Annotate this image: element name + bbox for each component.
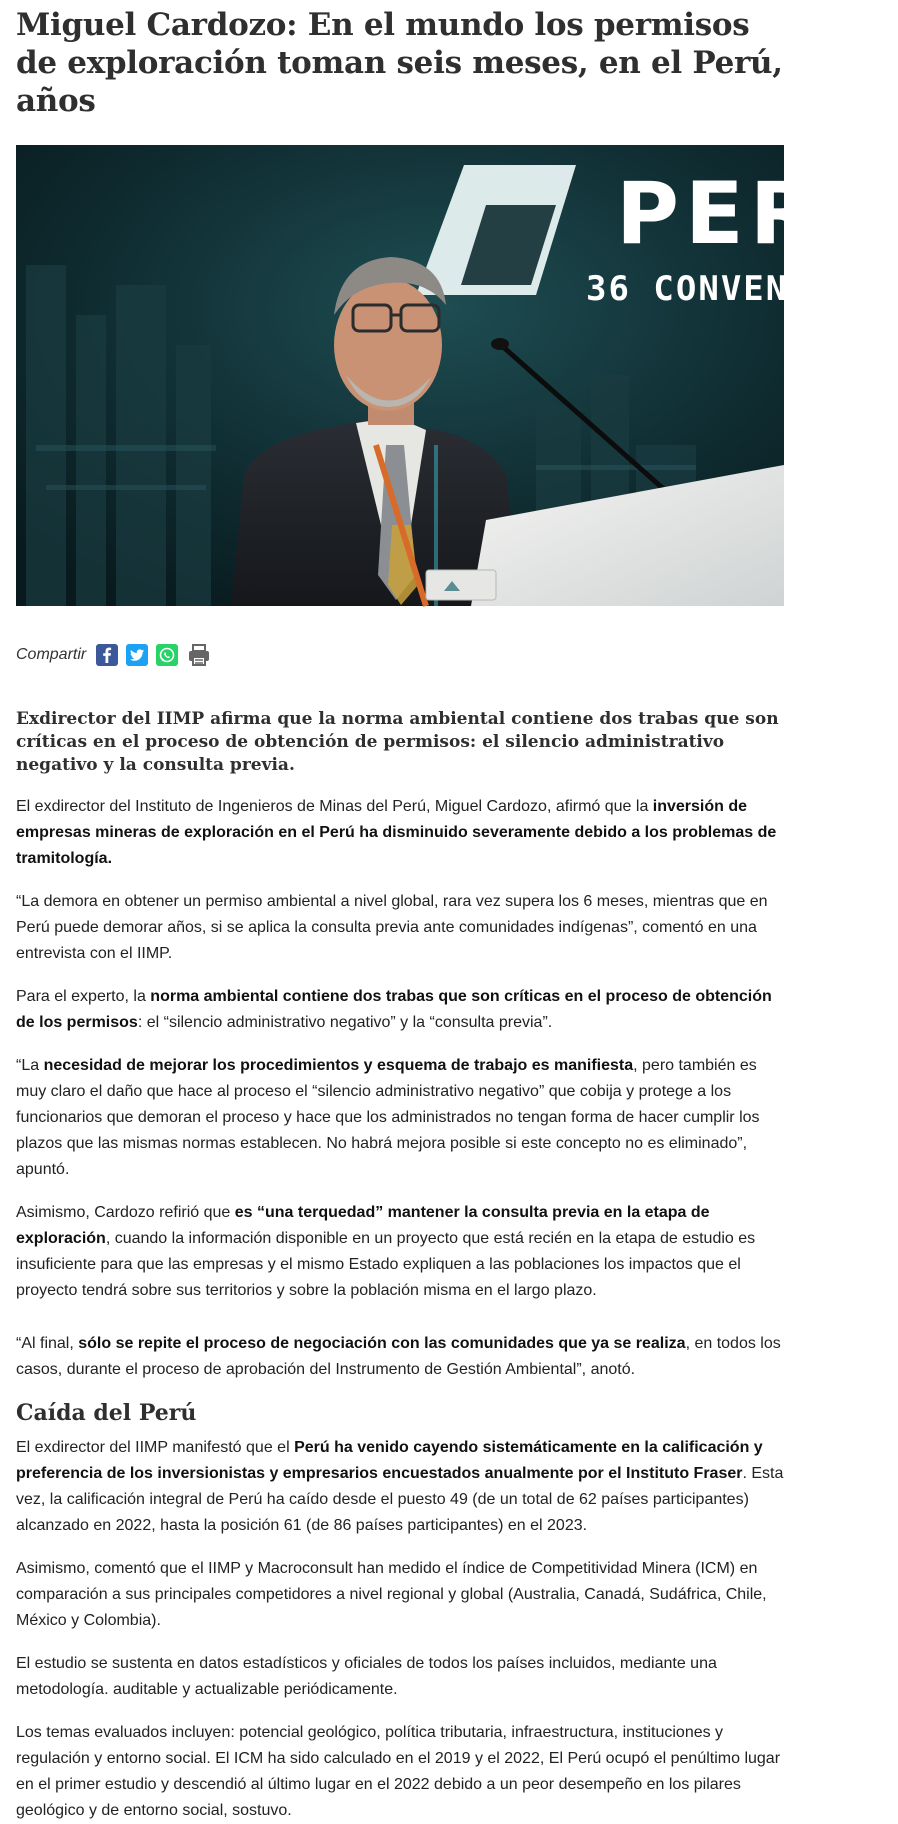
paragraph-4-bold: necesidad de mejorar los procedimientos y esquema de trabajo es manifiesta <box>43 1057 634 1074</box>
article-headline: Miguel Cardozo: En el mundo los permisos de exploración toman seis meses, en el Perú, años <box>16 7 783 119</box>
event-banner-subtitle: 36 CONVENCIÓ <box>586 269 856 309</box>
whatsapp-icon[interactable] <box>156 644 178 666</box>
paragraph-9: El estudio se sustenta en datos estadísticos y oficiales de todos los países incluidos, mediante una metodología. auditable y actualizable periódicamente. <box>16 1655 717 1698</box>
paragraph-4 <box>16 1053 784 1183</box>
paragraph-4-tail: , pero también es muy claro el daño que hace al proceso el “silencio administrativo negativo” que cobija y protege a los funcionarios que demoran el proceso y hace que los administrados no tengan forma de hacer cumplir los plazos que las mismas normas establecen. No habrá mejora posible si este concepto no es eliminado”, apuntó. <box>16 1057 760 1178</box>
event-banner-title: PERÚ <box>616 164 898 264</box>
paragraph-5-bold: es “una terquedad” mantener la consulta previa en la etapa de exploración <box>16 1204 710 1247</box>
paragraph-3 <box>16 984 784 1036</box>
paragraph-3-text: Para el experto, la <box>16 988 151 1005</box>
paragraph-6-bold: sólo se repite el proceso de negociación con las comunidades que ya se realiza <box>78 1335 686 1352</box>
paragraph-7-tail: . Esta vez, la calificación integral de Perú ha caído desde el puesto 49 (de un total de 62 países participantes) alcanzado en 2022, hasta la posición 61 (de 86 países participantes) en el 2023. <box>16 1465 784 1534</box>
twitter-icon[interactable] <box>126 644 148 666</box>
paragraph-2: “La demora en obtener un permiso ambiental a nivel global, rara vez supera los 6 meses, mientras que en Perú puede demorar años, si se aplica la consulta previa ante comunidades indígenas”, comentó en una entrevista con el IIMP. <box>16 893 768 962</box>
paragraph-10: Los temas evaluados incluyen: potencial geológico, política tributaria, infraestructura, instituciones y regulación y entorno social. El ICM ha sido calculado en el 2019 y el 2022, El Perú ocupó el penúltimo lugar en el primer estudio y descendió al último lugar en el 2022 debido a un peor desempeño en los pilares geológico y de entorno social, sostuvo. <box>16 1724 781 1819</box>
paragraph-1-bold: inversión de empresas mineras de exploración en el Perú ha disminuido severamente debido a los problemas de tramitología. <box>16 798 777 867</box>
paragraph-6 <box>16 1331 784 1383</box>
paragraph-7 <box>16 1435 784 1539</box>
facebook-icon[interactable] <box>96 644 118 666</box>
paragraph-5-text: Asimismo, Cardozo refirió que <box>16 1204 235 1221</box>
paragraph-8: Asimismo, comentó que el IIMP y Macroconsult han medido el índice de Competitividad Minera (ICM) en comparación a sus principales competidores a nivel regional y global (Australia, Canadá, Sudáfrica, Chile, México y Colombia). <box>16 1560 767 1629</box>
paragraph-7-bold: Perú ha venido cayendo sistemáticamente en la calificación y preferencia de los inversionistas y empresarios encuestados anualmente por el Instituto Fraser <box>16 1439 763 1482</box>
paragraph-6-text: “Al final, <box>16 1335 79 1352</box>
hero-photo <box>16 145 898 606</box>
print-icon[interactable] <box>186 642 212 668</box>
share-bar <box>16 642 784 668</box>
paragraph-7-text: El exdirector del IIMP manifestó que el <box>16 1439 295 1456</box>
share-label: Compartir <box>16 646 87 663</box>
article <box>0 6 898 1824</box>
section-heading: Caída del Perú <box>16 1400 197 1426</box>
paragraph-4-text: “La <box>16 1057 44 1074</box>
article-lede: Exdirector del IIMP afirma que la norma ambiental contiene dos trabas que son críticas en el proceso de obtención de permisos: el silencio administrativo negativo y la consulta previa. <box>16 709 779 775</box>
paragraph-3-bold: norma ambiental contiene dos trabas que son críticas en el proceso de obtención de los permisos <box>16 988 772 1031</box>
paragraph-6-tail: , en todos los casos, durante el proceso de aprobación del Instrumento de Gestión Ambiental”, anotó. <box>16 1335 781 1378</box>
paragraph-1 <box>16 794 784 872</box>
paragraph-5-tail: , cuando la información disponible en un proyecto que está recién en la etapa de estudio es insuficiente para que las empresas y el mismo Estado expliquen a las poblaciones los impactos que el proyecto tendrá sobre sus territorios y sobre la población misma en el largo plazo. <box>16 1230 756 1299</box>
paragraph-1-text: El exdirector del Instituto de Ingenieros de Minas del Perú, Miguel Cardozo, afirmó que la <box>16 798 653 815</box>
paragraph-3-tail: : el “silencio administrativo negativo” y la “consulta previa”. <box>137 1014 553 1031</box>
paragraph-5 <box>16 1200 784 1304</box>
